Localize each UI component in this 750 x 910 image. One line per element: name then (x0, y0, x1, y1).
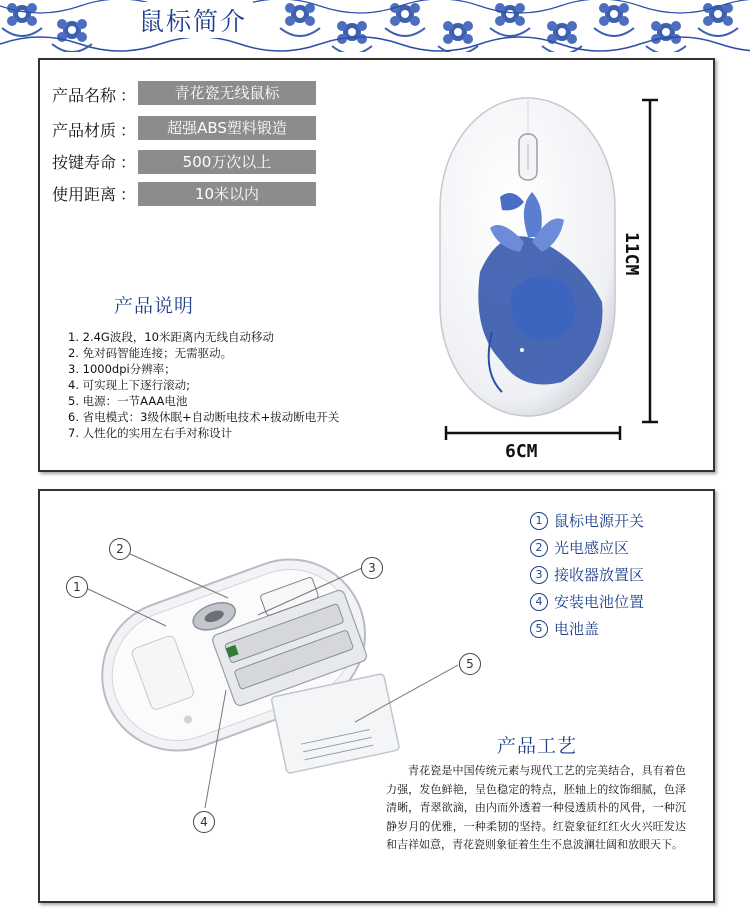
callout-2: 2 (109, 538, 131, 560)
number-badge: 3 (530, 566, 548, 584)
list-item: 1. 2.4G波段，10米距离内无线自动移动 (68, 330, 274, 344)
spec-value-name: 青花瓷无线鼠标 (138, 81, 316, 105)
callout-3: 3 (361, 557, 383, 579)
spec-label-material: 产品材质 (52, 121, 117, 140)
number-badge: 2 (530, 539, 548, 557)
list-item: 2. 免对码智能连接；无需驱动。 (68, 346, 233, 360)
spec-value-material: 超强ABS塑料锻造 (138, 116, 316, 140)
legend-item (530, 561, 644, 588)
number-badge: 4 (530, 593, 548, 611)
legend-label: 鼠标电源开关 (554, 512, 645, 530)
legend-label: 接收器放置区 (554, 566, 645, 584)
page-title: 鼠标简介 (133, 2, 253, 38)
legend-item (530, 615, 644, 642)
height-dimension-label: 11CM (621, 232, 642, 276)
callout-1: 1 (66, 576, 88, 598)
legend-label: 电池盖 (554, 620, 600, 638)
spec-label-name: 产品名称 (52, 86, 117, 105)
craft-title: 产品工艺 (497, 735, 578, 757)
spec-label-lifespan: 按键寿命 (52, 153, 117, 172)
list-item: 3. 1000dpi分辨率； (68, 362, 176, 376)
callout-4: 4 (193, 811, 215, 833)
legend-label: 安装电池位置 (554, 593, 645, 611)
spec-value-distance: 10米以内 (138, 182, 316, 206)
list-item: 7. 人性化的实用左右手对称设计 (68, 426, 233, 440)
craft-paragraph: 青花瓷是中国传统元素与现代工艺的完美结合，具有着色力强，发色鲜艳，呈色稳定的特点，胚轴上的纹饰细腻，色泽清晰，青翠欲滴，由内而外透着一种侵透质朴的风骨，一种沉静岁月的优雅，一种柔韧的坚持。红瓷象征红红火火兴旺发达和吉祥如意，青花瓷则象征着生生不息波澜壮阔和放眼天下。 (386, 764, 686, 851)
legend-item (530, 507, 644, 534)
feature-legend (530, 507, 644, 642)
spec-value-lifespan: 500万次以上 (138, 150, 316, 174)
number-badge: 5 (530, 620, 548, 638)
description-title: 产品说明 (114, 295, 195, 317)
spec-colon: ： (120, 153, 137, 172)
spec-colon: ： (120, 121, 137, 140)
width-dimension-label: 6CM (505, 441, 538, 462)
spec-label-distance: 使用距离 (52, 185, 117, 204)
number-badge: 1 (530, 512, 548, 530)
legend-item (530, 588, 644, 615)
legend-label: 光电感应区 (554, 539, 630, 557)
legend-item (530, 534, 644, 561)
spec-colon: ： (120, 185, 137, 204)
list-item: 5. 电源：一节AAA电池 (68, 394, 188, 408)
spec-colon: ： (120, 86, 137, 105)
list-item: 4. 可实现上下逐行滚动; (68, 378, 191, 392)
list-item: 6. 省电模式：3级休眠+自动断电技术+拔动断电开关 (68, 410, 340, 424)
callout-5: 5 (459, 653, 481, 675)
